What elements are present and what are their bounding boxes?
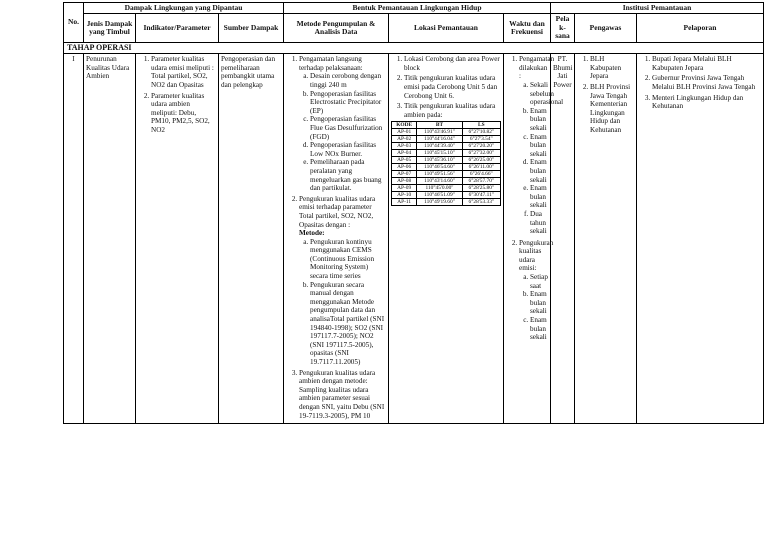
metode-subitem: a. Desain cerobong dengan tinggi 240 m xyxy=(310,72,386,89)
coord-row xyxy=(392,171,501,178)
coord-cell: 110°44'39.40" xyxy=(417,143,462,150)
row-number: I xyxy=(64,54,84,424)
cell-lokasi xyxy=(389,54,504,424)
coord-row xyxy=(392,199,501,206)
header-pelaksana: Pela k- sana xyxy=(551,14,575,42)
header-metode: Metode Pengumpulan & Analisis Data xyxy=(284,14,389,42)
header-row-1 xyxy=(64,3,764,14)
coord-cell: 6°27'32.00" xyxy=(462,150,500,157)
coord-row xyxy=(392,157,501,164)
section-title: TAHAP OPERASI xyxy=(64,42,764,54)
coord-row xyxy=(392,129,501,136)
coord-header-cell: LS xyxy=(462,122,500,129)
waktu-subitem: d. Enam bulan sekali xyxy=(530,158,548,184)
cell-indikator xyxy=(136,54,219,424)
waktu-item xyxy=(519,238,554,342)
coord-cell: 6°30'47.11" xyxy=(462,192,500,199)
coord-cell: 6°28'53.33" xyxy=(462,199,500,206)
metode-subitem: d. Pengoperasian fasilitas Low NOx Burner. xyxy=(310,141,386,158)
header-institusi-group: Institusi Pemantauan xyxy=(551,3,764,14)
cell-pelaporan xyxy=(637,54,764,424)
coord-cell: 6°26'25.00" xyxy=(462,157,500,164)
coord-row xyxy=(392,143,501,150)
coord-cell: 110°45'36.10" xyxy=(417,157,462,164)
cell-pengawas xyxy=(575,54,637,424)
cell-jenis: Penurunan Kualitas Udara Ambien xyxy=(84,54,136,424)
coord-row xyxy=(392,178,501,185)
coord-cell: 110°45'15.10" xyxy=(417,150,462,157)
coord-cell: AP-03 xyxy=(392,143,417,150)
header-pelaporan: Pelaporan xyxy=(637,14,764,42)
coord-cell: AP-04 xyxy=(392,150,417,157)
coord-row xyxy=(392,185,501,192)
coord-cell: 6°28'25.80" xyxy=(462,185,500,192)
waktu-subitem: b. Enam bulan sekali xyxy=(530,107,548,133)
header-waktu: Waktu dan Frekuensi xyxy=(504,14,551,42)
header-row-2 xyxy=(64,14,764,42)
waktu-subitem: a. Setiap saat xyxy=(530,273,548,290)
metode-subitem: a. Pengukuran kontinyu menggunakan CEMS (Continuous Emission Monitoring System) secara time series xyxy=(310,238,386,281)
cell-pelaksana: PT. Bhumi Jati Power xyxy=(551,54,575,424)
metode-label: Metode: xyxy=(299,229,325,238)
lokasi-item: 1. Lokasi Cerobong dan area Power block xyxy=(404,55,501,72)
lokasi-item: 2. Titik pengukuran kualitas udara emisi pada Cerobong Unit 5 dan Cerobong Unit 6. xyxy=(404,74,501,100)
coordinates-table xyxy=(391,121,501,206)
coord-cell: AP-06 xyxy=(392,164,417,171)
header-sumber: Sumber Dampak xyxy=(219,14,284,42)
pengawas-item: 2. BLH Provinsi Jawa Tengah Kementerian Lingkungan Hidup dan Kehutanan xyxy=(590,83,634,135)
coord-row xyxy=(392,150,501,157)
header-indikator: Indikator/Parameter xyxy=(136,14,219,42)
waktu-subitem: f. Dua tahun sekali xyxy=(530,210,548,236)
waktu-subitem: a. Sekali sebelum operasional xyxy=(530,81,548,107)
coord-cell: 6°26'11.00" xyxy=(462,164,500,171)
waktu-subitem: b. Enam bulan sekali xyxy=(530,290,548,316)
metode-item-text: Pengamatan langsung terhadap pelaksanaan: xyxy=(299,55,363,72)
coord-cell: 110°45'0.00" xyxy=(417,185,462,192)
metode-subitem: e. Pemeliharaan pada peralatan yang mengeluarkan gas buang dan partikulat. xyxy=(310,158,386,192)
header-jenis: Jenis Dampak yang Timbul xyxy=(84,14,136,42)
metode-item: 3. Pengukuran kualitas udara ambien dengan metode: Sampling kualitas udara ambien parameter sesuai dengan SNI, yaitu Debu (SNI 19-7119.3-2005), PM 10 xyxy=(299,369,386,421)
pengawas-item: 1. BLH Kabupaten Jepara xyxy=(590,55,634,81)
waktu-item-text: Pengukuran kualitas udara emisi: xyxy=(519,238,554,273)
metode-subitem: c. Pengoperasian fasilitas Flue Gas Desulfurization (FGD) xyxy=(310,115,386,141)
section-row xyxy=(64,42,764,54)
waktu-subitem: e. Enam bulan sekali xyxy=(530,184,548,210)
cell-metode xyxy=(284,54,389,424)
coord-cell: 6°26'4.66" xyxy=(462,171,500,178)
coord-cell: 6°27'20.20" xyxy=(462,143,500,150)
coord-cell: AP-01 xyxy=(392,129,417,136)
coord-cell: 110°49'19.60" xyxy=(417,199,462,206)
coord-header-cell: BT xyxy=(417,122,462,129)
coord-cell: 110°46'51.09" xyxy=(417,192,462,199)
header-pengawas: Pengawas xyxy=(575,14,637,42)
monitoring-table xyxy=(63,2,764,424)
coord-cell: 110°49'51.56" xyxy=(417,171,462,178)
coord-cell: 6°28'57.70" xyxy=(462,178,500,185)
pelaporan-item: 3. Menteri Lingkungan Hidup dan Kehutanan xyxy=(652,94,761,111)
metode-item-text: Pengukuran kualitas udara emisi terhadap parameter Total partikel, SO2, NO2, Opasitas dengan : xyxy=(299,194,376,229)
coordinates-header xyxy=(392,122,501,129)
coord-cell: AP-09 xyxy=(392,185,417,192)
coord-cell: AP-02 xyxy=(392,136,417,143)
coord-cell: 110°43'14.60" xyxy=(417,178,462,185)
waktu-item-text: Pengamatan dilakukan : xyxy=(519,55,555,81)
coord-cell: 110°44'16.04" xyxy=(417,136,462,143)
data-row xyxy=(64,54,764,424)
metode-subitem: b. Pengukuran secara manual dengan menggunakan Metode pengumpulan data dan analisaTotal partikel (SNI 194840-1998); SO2 (SNI 197117.7-2005); NO2 (SNI 197117.5-2005), opasitas (SNI 19.7117.11.2005) xyxy=(310,281,386,367)
waktu-subitem: c. Enam bulan sekali xyxy=(530,316,548,342)
coord-cell: AP-05 xyxy=(392,157,417,164)
metode-item xyxy=(299,55,386,193)
pelaporan-item: 2. Gubernur Provinsi Jawa Tengah Melalui BLH Provinsi Jawa Tengah xyxy=(652,74,761,91)
header-lokasi: Lokasi Pemantauan xyxy=(389,14,504,42)
metode-item xyxy=(299,195,386,367)
coord-row xyxy=(392,164,501,171)
coord-cell: AP-11 xyxy=(392,199,417,206)
coord-cell: 6°27'10.82" xyxy=(462,129,500,136)
coord-cell: AP-10 xyxy=(392,192,417,199)
coord-cell: 110°46'54.60" xyxy=(417,164,462,171)
header-bentuk-group: Bentuk Pemantauan Lingkungan Hidup xyxy=(284,3,551,14)
cell-sumber: Pengoperasian dan pemeliharaan pembangkit utama dan pelengkap xyxy=(219,54,284,424)
indikator-item: 1. Parameter kualitas udara emisi meliputi : Total partikel, SO2, NO2 dan Opasitas xyxy=(151,55,216,89)
coord-row xyxy=(392,136,501,143)
coord-cell: AP-07 xyxy=(392,171,417,178)
metode-subitem: b. Pengoperasian fasilitas Electrostatic Precipitator (EP) xyxy=(310,90,386,116)
lokasi-item: 3. Titik pengukuran kualitas udara ambien pada: xyxy=(404,102,501,119)
coord-cell: 6°27'3.54" xyxy=(462,136,500,143)
pelaporan-item: 1. Bupati Jepara Melalui BLH Kabupaten Jepara xyxy=(652,55,761,72)
indikator-item: 2. Parameter kualitas udara ambien meliputi: Debu, PM10, PM2,5, SO2, NO2 xyxy=(151,92,216,135)
coord-cell: AP-08 xyxy=(392,178,417,185)
coord-header-cell: KODE xyxy=(392,122,417,129)
header-no: No. xyxy=(64,3,84,43)
coord-cell: 110°43'46.91" xyxy=(417,129,462,136)
waktu-subitem: c. Enam bulan sekali xyxy=(530,133,548,159)
header-dampak-group: Dampak Lingkungan yang Dipantau xyxy=(84,3,284,14)
coord-row xyxy=(392,192,501,199)
